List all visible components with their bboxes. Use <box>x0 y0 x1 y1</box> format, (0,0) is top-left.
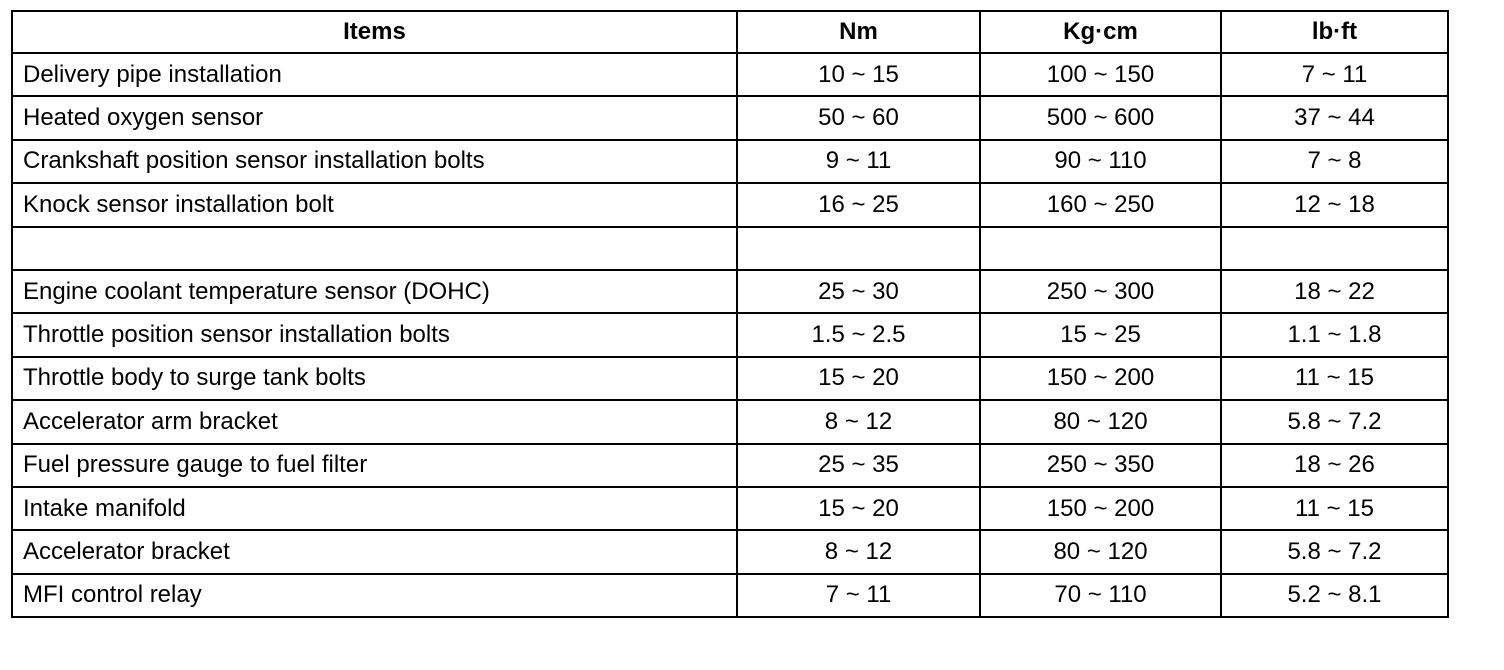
header-lbft: lb·ft <box>1221 11 1448 53</box>
table-row <box>12 96 1448 139</box>
nm-cell: 1.5 ~ 2.5 <box>737 313 980 356</box>
nm-cell: 25 ~ 35 <box>737 444 980 487</box>
nm-cell: 15 ~ 20 <box>737 357 980 400</box>
kgcm-cell: 250 ~ 300 <box>980 270 1221 313</box>
item-cell: Throttle body to surge tank bolts <box>12 357 737 400</box>
table-row <box>12 140 1448 183</box>
kgcm-cell: 90 ~ 110 <box>980 140 1221 183</box>
table-row <box>12 53 1448 96</box>
table-row <box>12 400 1448 443</box>
nm-cell: 16 ~ 25 <box>737 183 980 226</box>
lbft-cell: 5.2 ~ 8.1 <box>1221 574 1448 617</box>
lbft-cell: 11 ~ 15 <box>1221 487 1448 530</box>
nm-cell: 15 ~ 20 <box>737 487 980 530</box>
kgcm-cell: 160 ~ 250 <box>980 183 1221 226</box>
lbft-cell: 18 ~ 26 <box>1221 444 1448 487</box>
torque-spec-table <box>11 10 1449 618</box>
kgcm-cell: 250 ~ 350 <box>980 444 1221 487</box>
lbft-cell: 12 ~ 18 <box>1221 183 1448 226</box>
nm-cell: 50 ~ 60 <box>737 96 980 139</box>
nm-cell: 8 ~ 12 <box>737 530 980 573</box>
kgcm-cell: 15 ~ 25 <box>980 313 1221 356</box>
lbft-cell: 11 ~ 15 <box>1221 357 1448 400</box>
lbft-cell: 5.8 ~ 7.2 <box>1221 400 1448 443</box>
item-cell: Accelerator bracket <box>12 530 737 573</box>
header-kgcm: Kg·cm <box>980 11 1221 53</box>
kgcm-cell: 80 ~ 120 <box>980 530 1221 573</box>
table-row <box>12 357 1448 400</box>
item-cell: Fuel pressure gauge to fuel filter <box>12 444 737 487</box>
header-nm: Nm <box>737 11 980 53</box>
header-items: Items <box>12 11 737 53</box>
item-cell: Throttle position sensor installation bolts <box>12 313 737 356</box>
table-row <box>12 270 1448 313</box>
kgcm-cell: 80 ~ 120 <box>980 400 1221 443</box>
lbft-cell <box>1221 227 1448 270</box>
lbft-cell: 7 ~ 11 <box>1221 53 1448 96</box>
lbft-cell: 1.1 ~ 1.8 <box>1221 313 1448 356</box>
nm-cell: 7 ~ 11 <box>737 574 980 617</box>
table-header-row <box>12 11 1448 53</box>
item-cell: MFI control relay <box>12 574 737 617</box>
table-row <box>12 183 1448 226</box>
table-row <box>12 574 1448 617</box>
item-cell: Heated oxygen sensor <box>12 96 737 139</box>
item-cell: Engine coolant temperature sensor (DOHC) <box>12 270 737 313</box>
table-row <box>12 313 1448 356</box>
item-cell: Knock sensor installation bolt <box>12 183 737 226</box>
lbft-cell: 5.8 ~ 7.2 <box>1221 530 1448 573</box>
nm-cell: 25 ~ 30 <box>737 270 980 313</box>
table-row <box>12 487 1448 530</box>
nm-cell <box>737 227 980 270</box>
table-row <box>12 444 1448 487</box>
item-cell: Intake manifold <box>12 487 737 530</box>
kgcm-cell: 150 ~ 200 <box>980 487 1221 530</box>
kgcm-cell: 150 ~ 200 <box>980 357 1221 400</box>
kgcm-cell: 500 ~ 600 <box>980 96 1221 139</box>
item-cell: Crankshaft position sensor installation bolts <box>12 140 737 183</box>
kgcm-cell <box>980 227 1221 270</box>
table-row <box>12 530 1448 573</box>
nm-cell: 9 ~ 11 <box>737 140 980 183</box>
item-cell <box>12 227 737 270</box>
lbft-cell: 37 ~ 44 <box>1221 96 1448 139</box>
kgcm-cell: 100 ~ 150 <box>980 53 1221 96</box>
nm-cell: 8 ~ 12 <box>737 400 980 443</box>
nm-cell: 10 ~ 15 <box>737 53 980 96</box>
lbft-cell: 18 ~ 22 <box>1221 270 1448 313</box>
item-cell: Accelerator arm bracket <box>12 400 737 443</box>
kgcm-cell: 70 ~ 110 <box>980 574 1221 617</box>
table-row-empty <box>12 227 1448 270</box>
item-cell: Delivery pipe installation <box>12 53 737 96</box>
lbft-cell: 7 ~ 8 <box>1221 140 1448 183</box>
